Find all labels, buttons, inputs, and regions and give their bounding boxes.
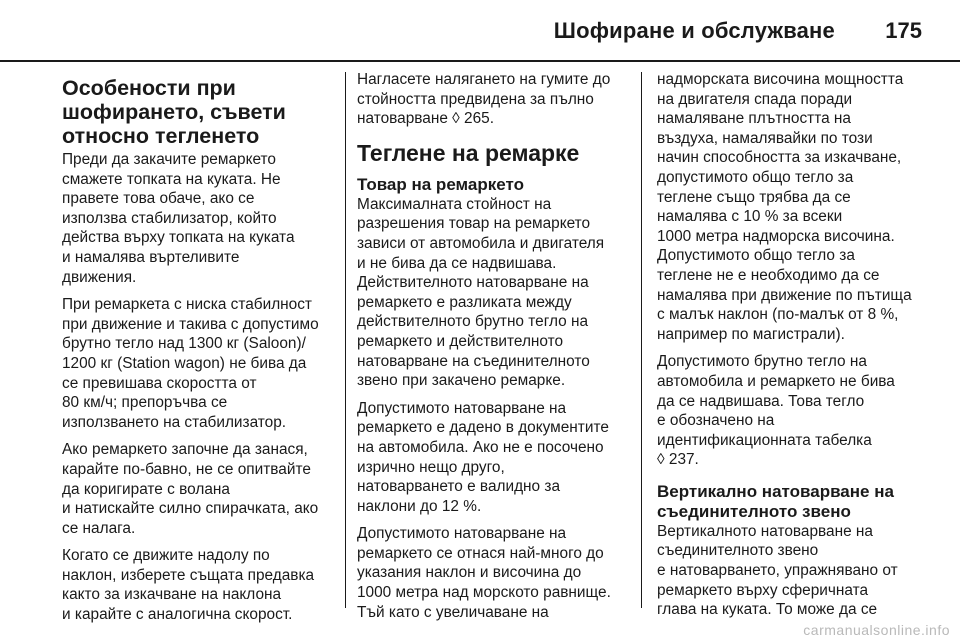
paragraph: Вертикалното натоварване на съединителното звено е натоварването, упражнявано от ремаркето върху сферичната глава на куката. То може да се bbox=[657, 522, 898, 619]
paragraph: Максималната стойност на разрешения товар на ремаркето зависи от автомобила и двигателя и не бива да се надвишава. Действителното натоварване на ремаркето е разликата между действителното брутно тегло на ремаркето и действителното натоварване на съединителното звено при закачено ремарке. bbox=[357, 195, 605, 390]
page-number: 175 bbox=[885, 18, 922, 43]
section-heading-driving-tips: Особености при шофирането, съвети относно тегленето bbox=[62, 76, 286, 148]
section-heading-towing: Теглене на ремарке bbox=[357, 139, 580, 166]
page-header bbox=[0, 0, 960, 62]
paragraph: При ремаркета с ниска стабилност при движение и такива с допустимо брутно тегло над 1300 кг (Saloon)/ 1200 кг (Station wagon) не бива да се превишава скоростта от 80 км/ч; препоръчва се използването на стабилизатор. bbox=[62, 296, 319, 431]
paragraph: Допустимото брутно тегло на автомобила и ремаркето не бива да се надвишава. Това тегло е обозначено на идентификационната табелка ◊ 237. bbox=[657, 353, 895, 469]
paragraph: Допустимото натоварване на ремаркето се отнася най-много до указания наклон и височина до 1000 метра над морското равнище. Тъй като с увеличаване на bbox=[357, 525, 611, 621]
subheading-vertical-load: Вертикално натоварване на съединителното звено bbox=[657, 481, 894, 521]
column-1 bbox=[62, 70, 338, 633]
column-3 bbox=[657, 70, 929, 628]
column-divider bbox=[641, 72, 642, 608]
column-divider bbox=[345, 72, 346, 608]
header-rule bbox=[0, 60, 960, 62]
paragraph: Когато се движите надолу по наклон, изберете същата предавка както за изкачване на наклона и карайте с аналогична скорост. bbox=[62, 547, 315, 624]
paragraph: Допустимото натоварване на ремаркето е дадено в документите на автомобила. Ако не е посочено изрично нещо друго, натоварването е валидно за наклони до 12 %. bbox=[357, 399, 609, 515]
subheading-trailer-load: Товар на ремаркето bbox=[357, 174, 524, 194]
paragraph: Ако ремаркето започне да занася, карайте по-бавно, не се опитвайте да коригирате с волана и натискайте силно спирачката, ако се налага. bbox=[62, 441, 319, 537]
paragraph: Преди да закачите ремаркето смажете топката на куката. Не правете това обаче, ако се използва стабилизатор, който действа върху топката на куката и намалява въртеливите движения. bbox=[62, 151, 295, 286]
watermark: carmanualsonline.info bbox=[803, 622, 950, 638]
column-2 bbox=[357, 70, 627, 630]
paragraph: Нагласете налягането на гумите до стойността предвидена за пълно натоварване ◊ 265. bbox=[357, 71, 611, 128]
header-title: Шофиране и обслужване bbox=[553, 18, 835, 43]
paragraph: надморската височина мощността на двигателя спада поради намаляване плътността на въздуха, намалявайки по този начин способността за изкачване, допустимото общо тегло за теглене също трябва да се намалява с 10 % за всеки 1000 метра надморска височина. Допустимото общо тегло за теглене не е необходимо да се намалява при движение по пътища с малък наклон (по-малък от 8 %, например по магистрали). bbox=[657, 71, 912, 343]
